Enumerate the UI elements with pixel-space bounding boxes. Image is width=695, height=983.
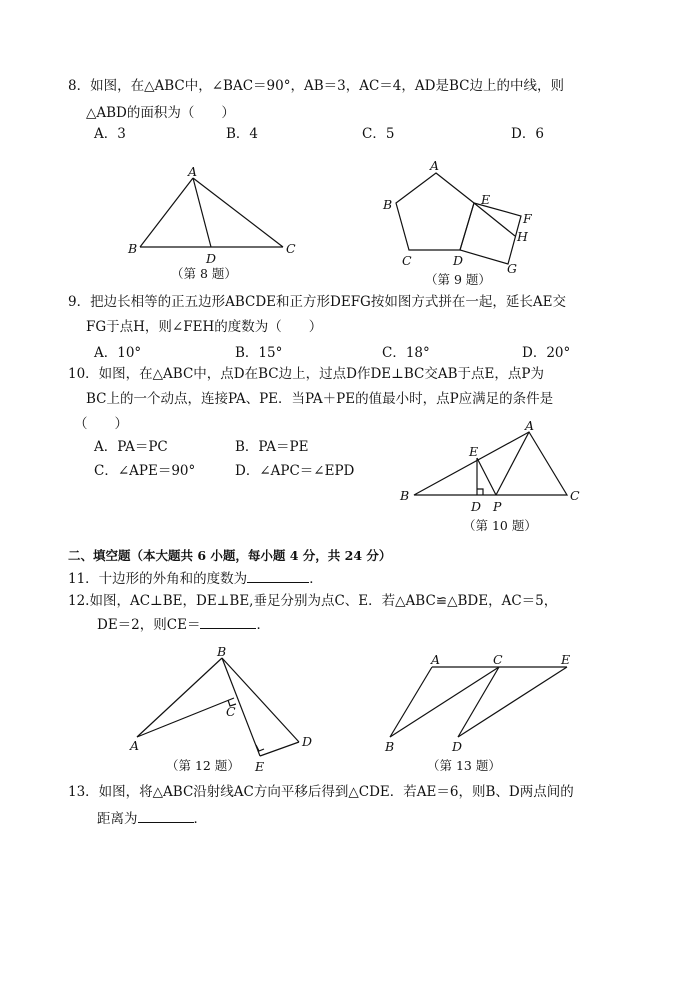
q9-label-c: C xyxy=(402,253,412,268)
q13-label-e: E xyxy=(561,652,571,667)
q13-segment-cd xyxy=(458,667,499,737)
q8-caption: （第 8 题） xyxy=(171,266,237,281)
q10-option-b: B．PA＝PE xyxy=(235,439,309,455)
q10-line3: （ ） xyxy=(74,416,128,432)
q11-text: 11．十边形的外角和的度数为 xyxy=(68,571,248,587)
q9-label-h: H xyxy=(517,229,528,244)
q13-caption: （第 13 题） xyxy=(427,758,501,773)
section2-title: 二、填空题（本大题共 6 小题，每小题 4 分，共 24 分） xyxy=(68,548,392,563)
q9-option-c: C．18° xyxy=(382,345,430,361)
q8-label-c: C xyxy=(286,241,296,256)
q12-label-b: B xyxy=(217,644,227,659)
q10-option-c: C．∠APE＝90° xyxy=(94,463,196,479)
q13-line2: 距离为 xyxy=(97,811,138,827)
q10-label-d: D xyxy=(471,499,482,514)
q8-label-b: B xyxy=(128,241,138,256)
q8-line2: △ABD的面积为（ ） xyxy=(86,105,235,121)
q13-label-a: A xyxy=(431,652,441,667)
q10-label-e: E xyxy=(469,444,479,459)
q13-segment-bc xyxy=(390,667,499,737)
q13-label-d: D xyxy=(452,739,463,754)
q10-line2: BC上的一个动点，连接PA、PE．当PA＋PE的值最小时，点P应满足的条件是 xyxy=(86,391,554,407)
q12-label-a: A xyxy=(130,738,140,753)
q9-label-b: B xyxy=(383,197,393,212)
q9-option-b: B．15° xyxy=(235,345,283,361)
q8-label-a: A xyxy=(188,164,198,179)
q8-label-d: D xyxy=(206,251,217,266)
q13-end: ． xyxy=(193,811,207,827)
q8-option-a: A．3 xyxy=(94,126,126,142)
q11-end: ． xyxy=(309,571,323,587)
q13-line1: 13．如图，将△ABC沿射线AC方向平移后得到△CDE．若AE＝6，则B、D两点间的 xyxy=(68,784,574,800)
q9-label-f: F xyxy=(523,211,532,226)
q12-line2: DE＝2，则CE＝ xyxy=(97,617,201,633)
q12-label-e: E xyxy=(255,759,265,774)
q10-caption: （第 10 题） xyxy=(463,518,537,533)
q9-line1: 9．把边长相等的正五边形ABCDE和正方形DEFG按如图方式拼在一起，延长AE交 xyxy=(68,294,566,310)
q10-label-a: A xyxy=(525,418,535,433)
q10-option-a: A．PA＝PC xyxy=(94,439,168,455)
q9-label-a: A xyxy=(430,158,440,173)
q9-label-g: G xyxy=(507,261,517,276)
q13-answer-blank[interactable] xyxy=(138,821,194,823)
q9-option-d: D．20° xyxy=(522,345,571,361)
q13-line2-wrap xyxy=(97,813,207,827)
q9-label-d: D xyxy=(453,253,464,268)
q12-line1: 12.如图，AC⊥BE，DE⊥BE,垂足分别为点C、E．若△ABC≌△BDE，AC＝5， xyxy=(68,593,558,609)
q13-label-c: C xyxy=(493,652,503,667)
q12-label-d: D xyxy=(302,734,313,749)
q10-option-d: D．∠APC＝∠EPD xyxy=(235,463,355,479)
q9-line2: FG于点H，则∠FEH的度数为（ ） xyxy=(86,319,323,335)
q12-label-c: C xyxy=(226,704,236,719)
q10-label-b: B xyxy=(400,488,410,503)
q9-caption: （第 9 题） xyxy=(425,272,491,287)
q8-option-d: D．6 xyxy=(511,126,544,142)
q13-segment-de xyxy=(458,667,567,737)
q8-option-c: C．5 xyxy=(362,126,395,142)
q9-label-e: E xyxy=(481,192,491,207)
q9-option-a: A．10° xyxy=(94,345,142,361)
q10-label-c: C xyxy=(570,488,580,503)
q10-label-p: P xyxy=(493,499,502,514)
q8-option-b: B．4 xyxy=(226,126,259,142)
q12-caption: （第 12 题） xyxy=(166,758,240,773)
q8-line1: 8．如图，在△ABC中，∠BAC＝90°，AB＝3，AC＝4，AD是BC边上的中线，则 xyxy=(68,78,564,94)
q13-segment-ab xyxy=(390,667,432,737)
q13-label-b: B xyxy=(385,739,395,754)
q10-line1: 10．如图，在△ABC中，点D在BC边上，过点D作DE⊥BC交AB于点E，点P为 xyxy=(68,366,544,382)
q12-end: ． xyxy=(256,617,270,633)
